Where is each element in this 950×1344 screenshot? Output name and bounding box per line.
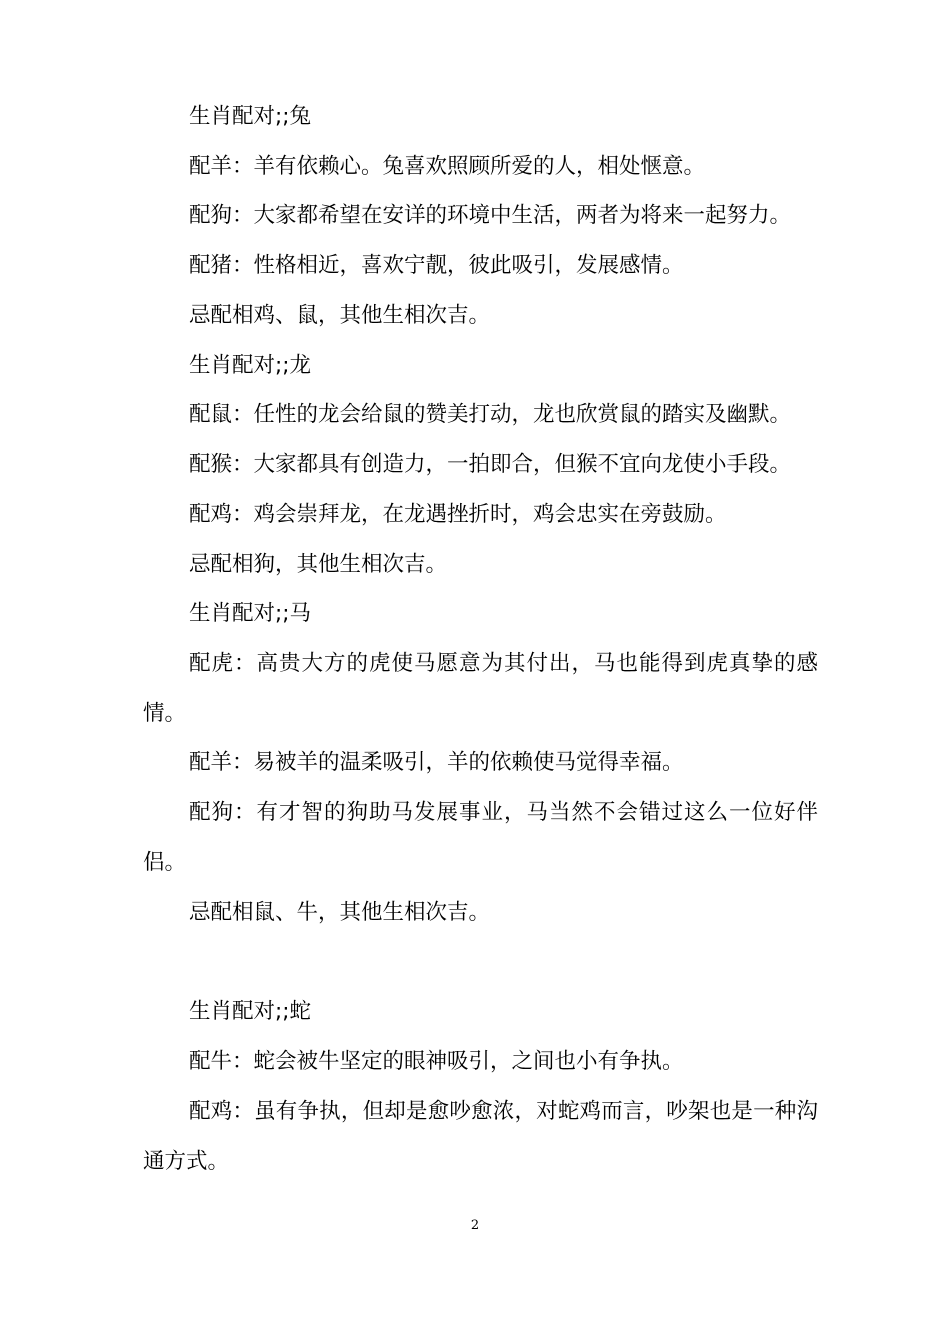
paragraph: 忌配相鸡、鼠，其他生相次吉。: [189, 303, 491, 328]
section-heading-horse: 生肖配对;;马: [189, 601, 311, 626]
paragraph: 配鸡：鸡会崇拜龙，在龙遇挫折时，鸡会忠实在旁鼓励。: [189, 502, 727, 527]
paragraph: 配鸡：虽有争执，但却是愈吵愈浓，对蛇鸡而言，吵架也是一种沟通方式。: [143, 1099, 818, 1174]
paragraph: 配狗：大家都希望在安详的环境中生活，两者为将来一起努力。: [189, 203, 792, 228]
paragraph: 配鼠：任性的龙会给鼠的赞美打动，龙也欣赏鼠的踏实及幽默。: [189, 402, 792, 427]
paragraph: 配牛：蛇会被牛坚定的眼神吸引，之间也小有争执。: [189, 1049, 684, 1074]
paragraph: 忌配相鼠、牛，其他生相次吉。: [189, 900, 491, 925]
section-heading-dragon: 生肖配对;;龙: [189, 353, 311, 378]
paragraph: 配羊：易被羊的温柔吸引，羊的依赖使马觉得幸福。: [189, 750, 684, 775]
page-number: 2: [470, 1218, 480, 1233]
paragraph: 忌配相狗，其他生相次吉。: [189, 552, 448, 577]
paragraph: 配羊：羊有依赖心。兔喜欢照顾所爱的人，相处惬意。: [189, 154, 706, 179]
section-heading-rabbit: 生肖配对;;兔: [189, 104, 311, 129]
paragraph: 配猴：大家都具有创造力，一拍即合，但猴不宜向龙使小手段。: [189, 452, 792, 477]
paragraph: 配狗：有才智的狗助马发展事业，马当然不会错过这么一位好伴侣。: [143, 800, 818, 875]
paragraph: 配虎：高贵大方的虎使马愿意为其付出，马也能得到虎真挚的感情。: [143, 651, 818, 726]
paragraph: 配猪：性格相近，喜欢宁靓，彼此吸引，发展感情。: [189, 253, 684, 278]
section-heading-snake: 生肖配对;;蛇: [189, 999, 311, 1024]
